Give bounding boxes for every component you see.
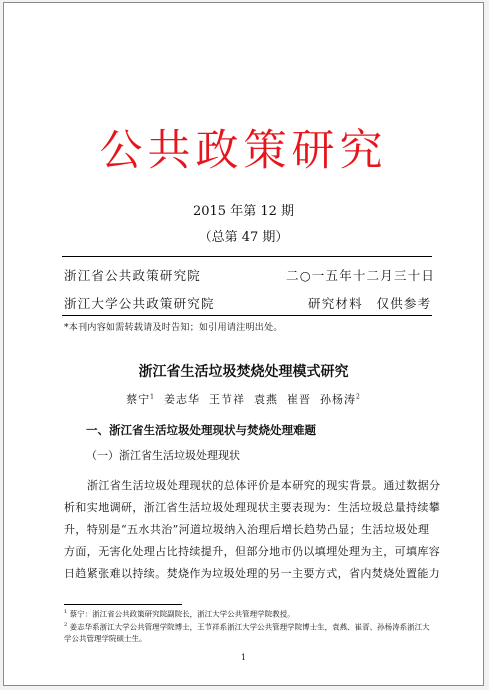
author: 孙杨涛 xyxy=(320,393,356,406)
author: 蔡宁 xyxy=(126,393,151,406)
author: 姜志华 xyxy=(164,393,200,406)
footnote-text: 蔡宁：浙江省公共政策研究院副院长，浙江大学公共管理学院教授。 xyxy=(69,609,295,619)
reprint-notice: *本刊内容如需转载请及时告知；如引用请注明出处。 xyxy=(64,323,283,333)
paragraph-line: 日趋紧张难以持续。焚烧作为垃圾处理的另一主要方式，省内焚烧处置能力 xyxy=(64,567,441,580)
paragraph-line: 方面，无害化处理占比持续提升，但部分地市仍以填埋处理为主，可填库容 xyxy=(64,545,441,558)
journal-masthead: 公共政策研究 xyxy=(99,126,388,176)
author: 崔晋 xyxy=(287,393,311,406)
footnote-rule xyxy=(64,604,182,605)
publisher-org1: 浙江省公共政策研究院 xyxy=(64,268,202,283)
footnote-text: 姜志华系浙江大学公共管理学院博士，王节祥系浙江大学公共管理学院博士生，袁燕、崔晋、孙杨涛系浙江大学公共管理学院硕士生。 xyxy=(64,622,430,643)
publisher-org2: 浙江大学公共政策研究院 xyxy=(64,296,215,311)
header-rule-bottom xyxy=(62,315,432,316)
paragraph-line: 升，特别是“五水共治”河道垃圾纳入治理后增长趋势凸显；生活垃圾处理 xyxy=(64,523,430,536)
usage-note: 研究材料 仅供参考 xyxy=(308,296,432,311)
author: 王节祥 xyxy=(209,393,245,406)
author-note: 1 xyxy=(150,393,155,401)
author-list xyxy=(4,391,483,407)
footnote-2 xyxy=(64,620,436,644)
footnote-mark: 2 xyxy=(64,622,68,628)
issue-number: 2015 年第 12 期 xyxy=(192,204,295,219)
publish-date: 二○一五年十二月三十日 xyxy=(286,268,436,283)
subsection-heading: （一）浙江省生活垃圾处理现状 xyxy=(86,449,240,462)
author-note: 2 xyxy=(356,393,361,401)
body-paragraph xyxy=(64,475,441,585)
footnote-1 xyxy=(64,607,436,620)
section-heading: 一、浙江省生活垃圾处理现状与焚烧处理难题 xyxy=(86,423,316,437)
footnote-mark: 1 xyxy=(64,609,68,615)
paragraph-line: 浙江省生活垃圾处理现状的总体评价是本研究的现实背景。通过数据分 xyxy=(87,479,441,492)
article-title: 浙江省生活垃圾焚烧处理模式研究 xyxy=(138,364,349,380)
document-page xyxy=(3,2,484,686)
author: 袁燕 xyxy=(254,393,278,406)
issue-total: （总第 47 期） xyxy=(198,230,289,245)
page-number: 1 xyxy=(240,653,247,662)
header-rule-top xyxy=(62,256,432,257)
paragraph-line: 析和实地调研，浙江省生活垃圾处理现状主要表现为：生活垃圾总量持续攀 xyxy=(64,501,441,514)
